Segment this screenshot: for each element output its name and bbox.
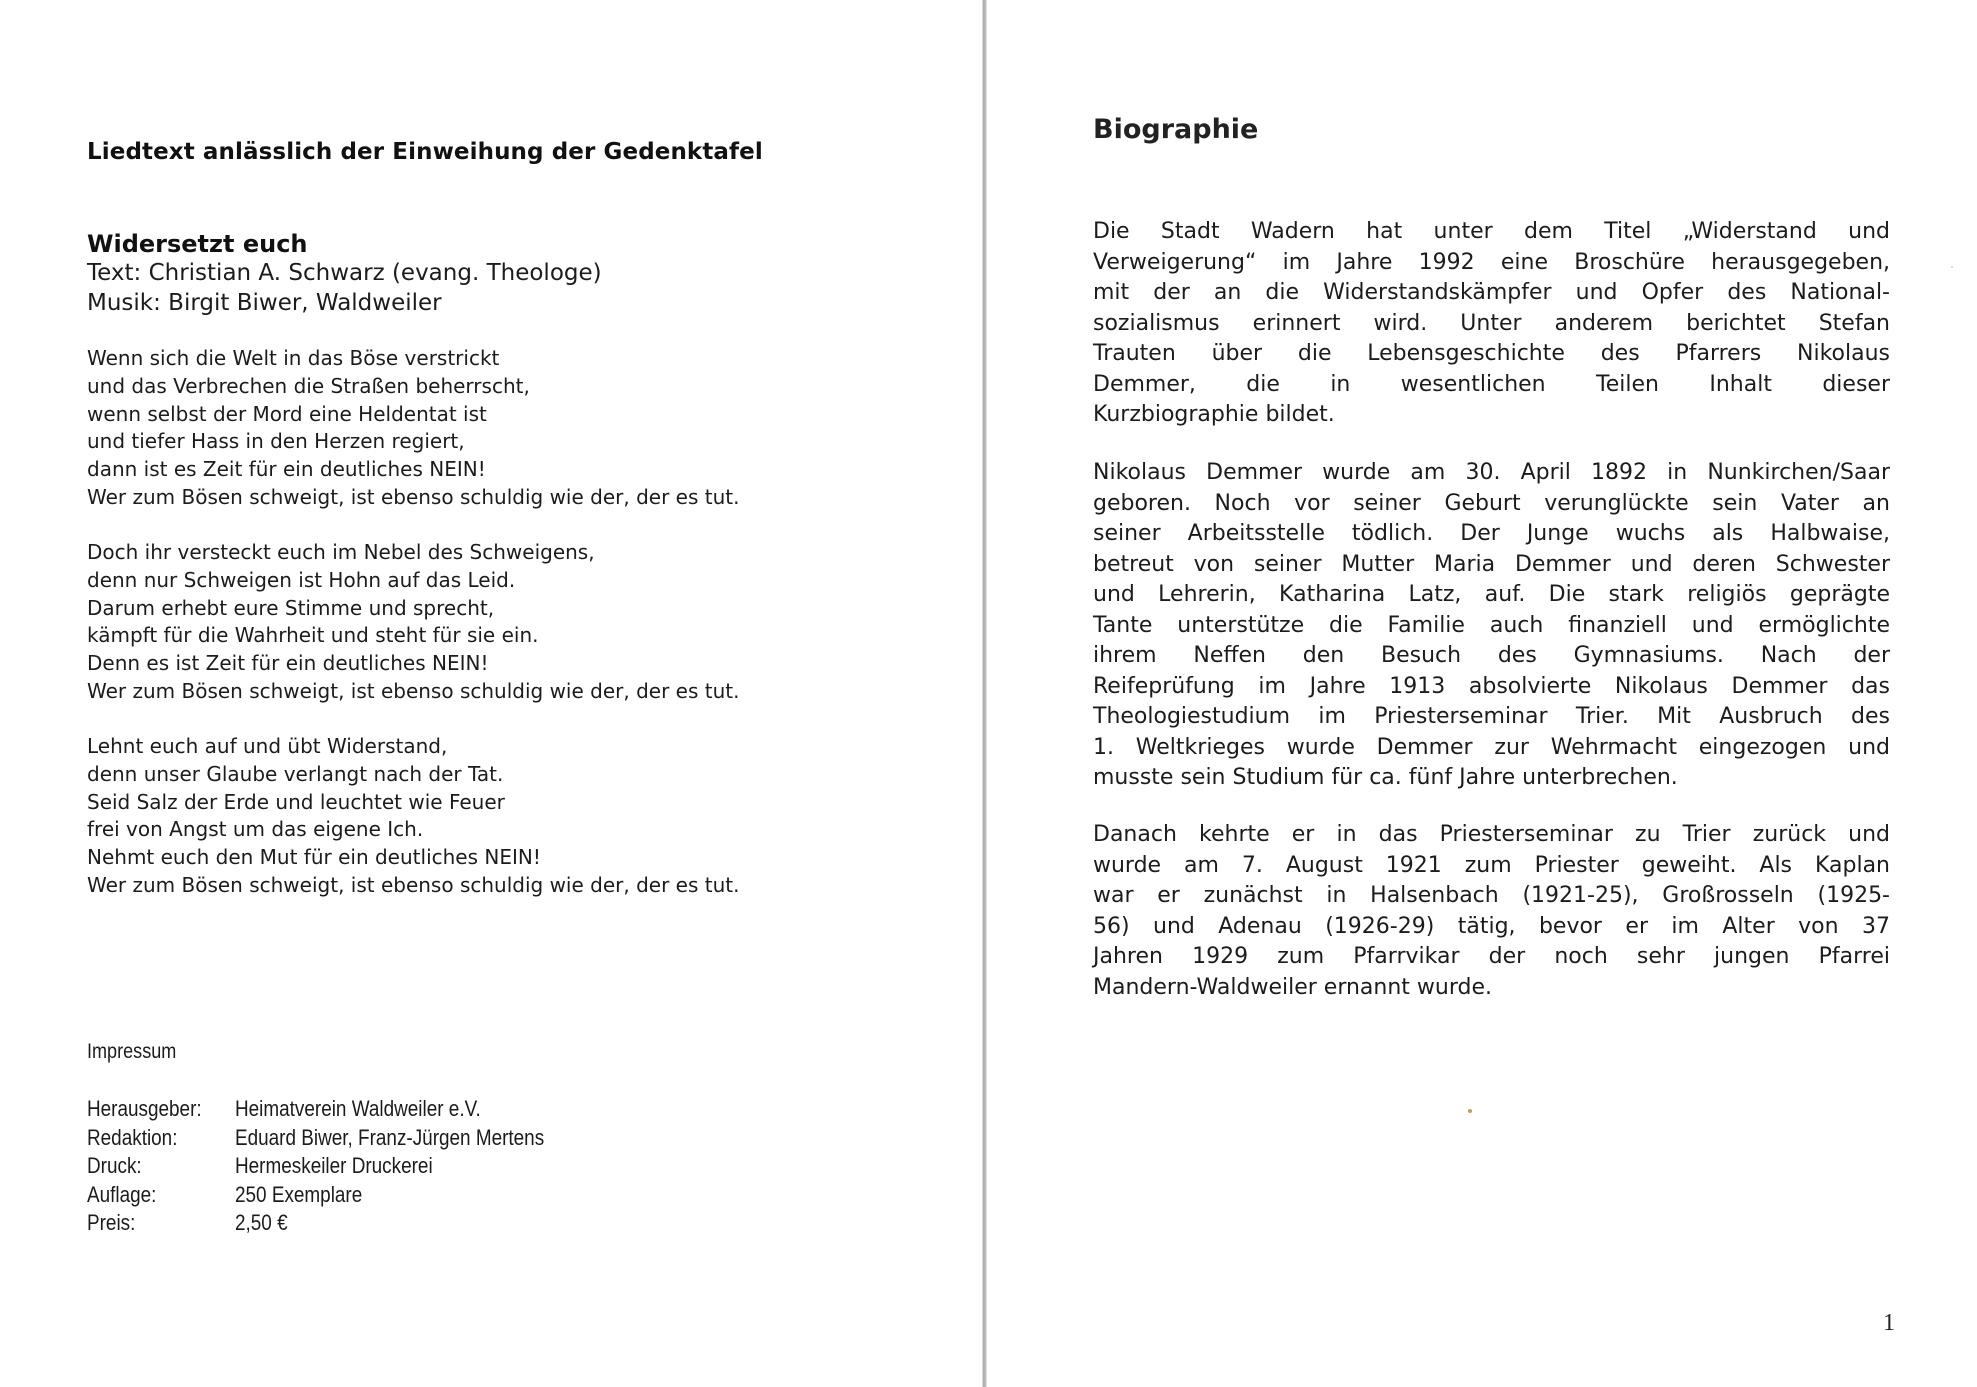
book-gutter-fold: [982, 0, 987, 1387]
verse-line: Denn es ist Zeit für ein deutliches NEIN!: [87, 651, 489, 676]
refrain-line: Wer zum Bösen schweigt, ist ebenso schuldig wie der, der es tut.: [87, 484, 740, 509]
paragraph-line: seiner Arbeitsstelle tödlich. Der Junge wuchs als Halbwaise,: [1093, 521, 1890, 546]
biography-paragraph-3: [1093, 820, 1890, 1003]
paragraph-line: wurde am 7. August 1921 zum Priester geweiht. Als Kaplan: [1093, 852, 1890, 878]
impressum-label: Auflage:: [87, 1181, 157, 1207]
scan-speck: [1951, 266, 1953, 268]
right-page-title: Biographie: [1093, 114, 1259, 145]
impressum-value: 2,50 €: [235, 1210, 288, 1235]
paragraph-line: Mandern-Waldweiler ernannt wurde.: [1093, 974, 1492, 1000]
biography-paragraph-1: [1093, 217, 1890, 431]
paragraph-line: war er zunächst in Halsenbach (1921-25), Großrosseln (1925-: [1093, 883, 1890, 908]
biography-paragraph-2: [1093, 458, 1890, 794]
paragraph-line: Danach kehrte er in das Priesterseminar zu Trier zurück und: [1093, 822, 1890, 847]
impressum-label: Preis:: [87, 1210, 136, 1235]
paragraph-line: sozialismus erinnert wird. Unter anderem berichtet Stefan: [1093, 310, 1890, 336]
paragraph-line: Tante unterstütze die Familie auch finanziell und ermöglichte: [1093, 612, 1890, 638]
verse-line: und das Verbrechen die Straßen beherrscht,: [87, 373, 530, 398]
left-page-title: Liedtext anlässlich der Einweihung der Gedenktafel: [87, 139, 763, 165]
verse-line: denn unser Glaube verlangt nach der Tat.: [87, 761, 504, 786]
paragraph-line: geboren. Noch vor seiner Geburt verunglückte sein Vater an: [1093, 490, 1890, 516]
left-page: [0, 0, 984, 1387]
verse-line: frei von Angst um das eigene Ich.: [87, 817, 424, 842]
paragraph-line: Kurzbiographie bildet.: [1093, 402, 1335, 427]
paragraph-line: mit der an die Widerstandskämpfer und Opfer des National-: [1093, 280, 1890, 305]
paragraph-line: 1. Weltkrieges wurde Demmer zur Wehrmacht eingezogen und: [1093, 734, 1890, 760]
paragraph-line: 56) und Adenau (1926-29) tätig, bevor er im Alter von 37: [1093, 913, 1890, 939]
verse-line: und tiefer Hass in den Herzen regiert,: [87, 429, 465, 454]
verse-line: Darum erhebt eure Stimme und sprecht,: [87, 595, 495, 620]
verse-line: dann ist es Zeit für ein deutliches NEIN!: [87, 457, 486, 482]
verse-line: Lehnt euch auf und übt Widerstand,: [87, 734, 448, 758]
stanza-1: [87, 345, 739, 512]
paragraph-line: Theologiestudium im Priesterseminar Trier. Mit Ausbruch des: [1093, 704, 1890, 729]
stanza-2: [87, 539, 739, 706]
verse-line: Seid Salz der Erde und leuchtet wie Feuer: [87, 789, 505, 814]
scan-speck: [1468, 1109, 1472, 1113]
impressum-value: Eduard Biwer, Franz-Jürgen Mertens: [235, 1124, 545, 1150]
verse-line: wenn selbst der Mord eine Heldentat ist: [87, 401, 487, 426]
verse-line: denn nur Schweigen ist Hohn auf das Leid.: [87, 567, 516, 592]
impressum-heading: Impressum: [87, 1040, 177, 1063]
music-credit: Musik: Birgit Biwer, Waldweiler: [87, 290, 442, 316]
paragraph-line: und Lehrerin, Katharina Latz, auf. Die stark religiös geprägte: [1093, 582, 1890, 607]
verse-line: Nehmt euch den Mut für ein deutliches NEIN!: [87, 845, 541, 870]
paragraph-line: betreut von seiner Mutter Maria Demmer und deren Schwester: [1093, 551, 1890, 577]
paragraph-line: Verweigerung“ im Jahre 1992 eine Broschüre herausgegeben,: [1093, 249, 1890, 275]
paragraph-line: musste sein Studium für ca. fünf Jahre unterbrechen.: [1093, 765, 1678, 790]
paragraph-line: Trauten über die Lebensgeschichte des Pfarrers Nikolaus: [1093, 341, 1890, 366]
page-number: 1: [1883, 1310, 1895, 1336]
impressum-value: Hermeskeiler Druckerei: [235, 1153, 433, 1178]
impressum-label: Druck:: [87, 1153, 142, 1178]
paragraph-line: Die Stadt Wadern hat unter dem Titel „Widerstand und: [1093, 219, 1890, 244]
verse-line: Doch ihr versteckt euch im Nebel des Schweigens,: [87, 540, 595, 564]
text-credit: Text: Christian A. Schwarz (evang. Theologe): [87, 260, 602, 286]
verse-line: kämpft für die Wahrheit und steht für sie ein.: [87, 623, 539, 648]
paragraph-line: Demmer, die in wesentlichen Teilen Inhalt dieser: [1093, 371, 1890, 397]
verse-line: Wenn sich die Welt in das Böse verstrickt: [87, 346, 500, 370]
impressum-value: Heimatverein Waldweiler e.V.: [235, 1096, 481, 1121]
song-title: Widersetzt euch: [87, 230, 308, 258]
impressum-label: Herausgeber:: [87, 1096, 202, 1121]
stanza-3: [87, 733, 739, 900]
impressum-value: 250 Exemplare: [235, 1181, 363, 1207]
impressum-label: Redaktion:: [87, 1124, 178, 1150]
paragraph-line: ihrem Neffen den Besuch des Gymnasiums. Nach der: [1093, 643, 1890, 668]
paragraph-line: Nikolaus Demmer wurde am 30. April 1892 in Nunkirchen/Saar: [1093, 460, 1890, 485]
paragraph-line: Jahren 1929 zum Pfarrvikar der noch sehr jungen Pfarrei: [1093, 944, 1890, 969]
refrain-line: Wer zum Bösen schweigt, ist ebenso schuldig wie der, der es tut.: [87, 872, 740, 897]
refrain-line: Wer zum Bösen schweigt, ist ebenso schuldig wie der, der es tut.: [87, 678, 740, 703]
paragraph-line: Reifeprüfung im Jahre 1913 absolvierte Nikolaus Demmer das: [1093, 673, 1890, 699]
